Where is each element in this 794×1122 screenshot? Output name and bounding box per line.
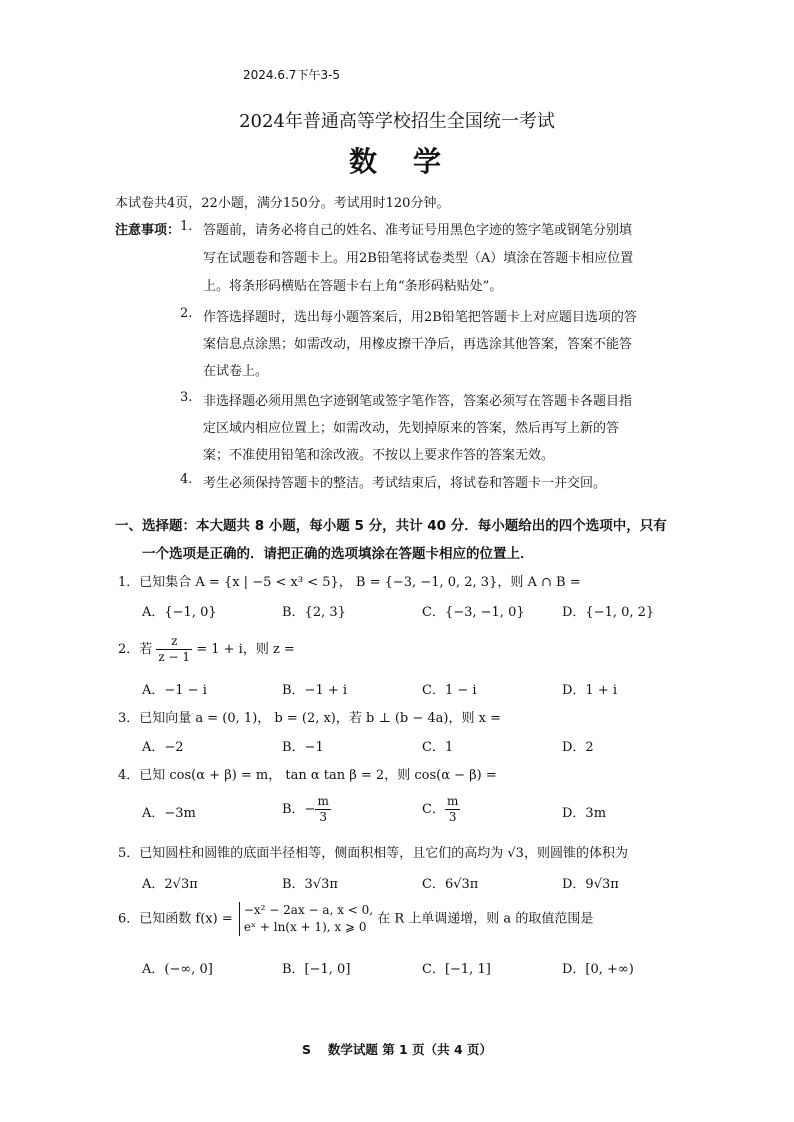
piece-line-1: −x² − 2ax − a, x < 0, bbox=[243, 903, 374, 917]
notice-line: 在试卷上。 bbox=[203, 364, 269, 379]
notice-number: 4. bbox=[180, 472, 193, 487]
question-stem: 3．已知向量 a = (0, 1)， b = (2, x)，若 b ⊥ (b − 4a)，则 x = bbox=[118, 711, 501, 726]
option-b: B．3√3π bbox=[282, 877, 338, 892]
notice-number: 1. bbox=[180, 219, 193, 234]
piece-line-2: eˣ + ln(x + 1), x ⩾ 0 bbox=[243, 920, 367, 934]
option-d: D．9√3π bbox=[562, 877, 619, 892]
question-stem: 5．已知圆柱和圆锥的底面半径相等，侧面积相等，且它们的高均为 √3，则圆锥的体积为 bbox=[118, 846, 628, 861]
notice-line: 考生必须保持答题卡的整洁。考试结束后，将试卷和答题卡一并交回。 bbox=[203, 476, 607, 491]
option-c: C．1 bbox=[422, 740, 454, 755]
fraction bbox=[156, 634, 192, 665]
exam-title: 2024年普通高等学校招生全国统一考试 bbox=[239, 111, 555, 132]
option-c: C．{−3, −1, 0} bbox=[422, 605, 525, 620]
option-d: D．3m bbox=[562, 806, 607, 821]
option-b: B．[−1, 0] bbox=[282, 962, 351, 977]
question-stem: 1．已知集合 A = {x | −5 < x³ < 5}， B = {−3, −1, 0, 2, 3}，则 A ∩ B = bbox=[118, 575, 581, 590]
section-heading-line-2: 一个选项是正确的．请把正确的选项填涂在答题卡相应的位置上． bbox=[142, 546, 534, 562]
exam-date-note: 2024.6.7下午3-5 bbox=[243, 68, 341, 82]
option-d: D．[0, +∞) bbox=[562, 962, 634, 977]
fraction-denominator: z − 1 bbox=[158, 650, 191, 664]
option-a: A．−3m bbox=[142, 806, 196, 821]
fraction bbox=[445, 794, 460, 825]
notice-line: 答题前，请务必将自己的姓名、准考证号用黑色字迹的签字笔或钢笔分别填 bbox=[203, 223, 633, 238]
option-b: B．−1 + i bbox=[282, 683, 348, 698]
notice-line: 写在试题卷和答题卡上。用2B铅笔将试卷类型（A）填涂在答题卡相应位置 bbox=[203, 251, 634, 266]
option-c bbox=[422, 794, 460, 825]
question-stem bbox=[118, 902, 593, 936]
stem-suffix: = 1 + i，则 z = bbox=[196, 642, 295, 657]
option-b bbox=[282, 794, 331, 825]
option-a: A．−1 − i bbox=[142, 683, 207, 698]
option-letter: B． bbox=[282, 802, 305, 817]
option-a: A．{−1, 0} bbox=[142, 605, 217, 620]
section-heading-line-1: 一、选择题：本大题共 8 小题，每小题 5 分，共计 40 分．每小题给出的四个选项中，只有 bbox=[115, 518, 667, 534]
option-letter: C． bbox=[422, 802, 445, 817]
stem-suffix: 在 R 上单调递增，则 a 的取值范围是 bbox=[377, 911, 594, 927]
option-b: B．{2, 3} bbox=[282, 605, 346, 620]
fraction-numerator: m bbox=[317, 794, 329, 808]
piecewise-function bbox=[239, 902, 373, 936]
stem-prefix: 2．若 bbox=[118, 642, 153, 657]
stem-prefix: 6．已知函数 f(x) = bbox=[118, 911, 233, 927]
option-a: A．(−∞, 0] bbox=[142, 962, 213, 977]
notice-label: 注意事项： bbox=[115, 223, 181, 238]
notice-line: 案信息点涂黑；如需改动，用橡皮擦干净后，再选涂其他答案，答案不能答 bbox=[203, 337, 633, 352]
notice-line: 案；不准使用铅笔和涂改液。不按以上要求作答的答案无效。 bbox=[203, 448, 555, 463]
option-c: C．6√3π bbox=[422, 877, 479, 892]
notice-line: 定区域内相应位置上；如需改动，先划掉原来的答案，然后再写上新的答 bbox=[203, 421, 620, 436]
option-c: C．1 − i bbox=[422, 683, 477, 698]
notice-number: 2. bbox=[180, 306, 193, 321]
fraction bbox=[315, 794, 330, 825]
notice-line: 非选择题必须用黑色字迹钢笔或签字笔作答，答案必须写在答题卡各题目指 bbox=[203, 394, 633, 409]
option-d: D．2 bbox=[562, 740, 594, 755]
fraction-numerator: z bbox=[156, 634, 192, 650]
subject-title: 数 学 bbox=[348, 145, 445, 178]
exam-info: 本试卷共4页，22小题，满分150分。考试用时120分钟。 bbox=[115, 196, 450, 211]
option-a: A．2√3π bbox=[142, 877, 198, 892]
question-stem bbox=[118, 634, 295, 665]
option-a: A．−2 bbox=[142, 740, 184, 755]
page-footer: S 数学试题 第 1 页（共 4 页） bbox=[301, 1042, 492, 1057]
option-c: C．[−1, 1] bbox=[422, 962, 491, 977]
option-d: D．{−1, 0, 2} bbox=[562, 605, 655, 620]
notice-line: 作答选择题时，选出每小题答案后，用2B铅笔把答题卡上对应题目选项的答 bbox=[203, 310, 637, 325]
notice-line: 上。将条形码横贴在答题卡右上角“条形码粘贴处”。 bbox=[203, 279, 503, 294]
fraction-denominator: 3 bbox=[319, 810, 327, 824]
question-stem: 4．已知 cos(α + β) = m， tan α tan β = 2，则 cos(α − β) = bbox=[118, 768, 497, 783]
fraction-numerator: m bbox=[446, 794, 459, 808]
option-b: B．−1 bbox=[282, 740, 324, 755]
minus-sign: − bbox=[304, 802, 316, 817]
notice-number: 3. bbox=[180, 390, 193, 405]
option-d: D．1 + i bbox=[562, 683, 618, 698]
fraction-denominator: 3 bbox=[448, 810, 457, 824]
